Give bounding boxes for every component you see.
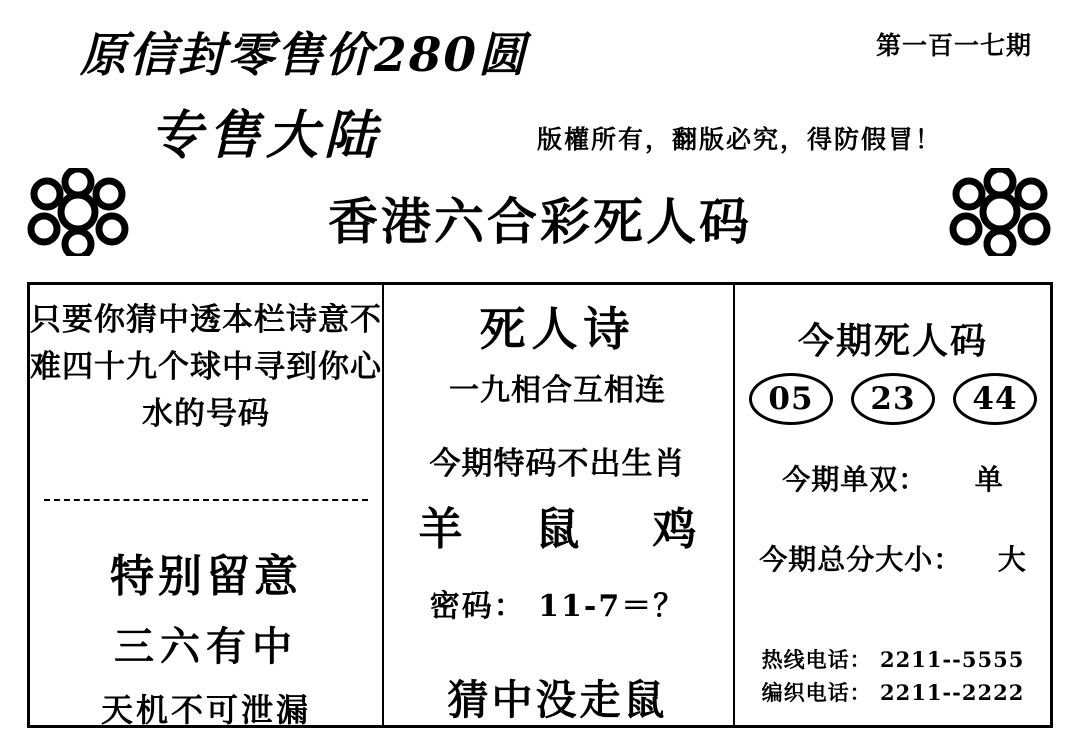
zodiac-item: 羊: [418, 504, 463, 555]
number-ball: 23: [851, 373, 935, 425]
contact-block: [733, 643, 1053, 709]
size-value: 大: [997, 543, 1027, 576]
odd-even-value: 单: [974, 463, 1004, 496]
number-ball: 05: [749, 373, 833, 425]
weaving-value: 2211--2222: [879, 680, 1025, 705]
weaving-label: 编织电话：: [761, 680, 872, 705]
flower-ornament-icon: [944, 168, 1056, 256]
size-label: 今期总分大小：: [759, 543, 963, 576]
number-ball: 44: [953, 373, 1037, 425]
price-line: 原信封零售价280圆: [80, 28, 528, 83]
poem-line: 一九相合互相连: [449, 373, 666, 408]
special-notice-subtitle: 三六有中: [114, 623, 298, 670]
content-frame: [27, 282, 1053, 728]
middle-column: [382, 285, 733, 725]
odd-even-row: [733, 458, 1053, 498]
zodiac-item: 鼠: [535, 504, 580, 555]
copyright-notice: 版權所有，翻版必究，得防假冒！: [537, 125, 943, 154]
left-column: [30, 285, 382, 729]
secret-code-line: 密码： 11-7＝？: [429, 589, 686, 624]
hotline-value: 2211--5555: [879, 647, 1025, 672]
zodiac-exclusion-label: 今期特码不出生肖: [429, 446, 686, 482]
issue-number: 第一百一七期: [875, 31, 1032, 60]
size-row: [733, 538, 1053, 578]
special-notice-title: 特别留意: [110, 551, 302, 602]
intro-text: 只要你猜中透本栏诗意不难四十九个球中寻到你心水的号码: [30, 302, 382, 432]
section-divider: [44, 499, 368, 501]
mainland-exclusive-text: 专售大陆: [150, 105, 383, 166]
page-title: 香港六合彩死人码: [328, 192, 752, 251]
winning-numbers-title: 今期死人码: [797, 320, 988, 362]
right-column: [733, 285, 1053, 725]
zodiac-item: 鸡: [652, 504, 697, 555]
odd-even-label: 今期单双：: [782, 463, 928, 496]
zodiac-list: [382, 493, 733, 557]
flower-ornament-icon: [22, 168, 134, 256]
winning-numbers-list: [733, 373, 1053, 425]
poem-title: 死人诗: [479, 302, 636, 356]
guess-line: 猜中没走鼠: [447, 676, 668, 724]
hotline-label: 热线电话：: [761, 647, 872, 672]
special-notice-footer: 天机不可泄漏: [100, 691, 311, 729]
hotline-row: [733, 643, 1053, 676]
weaving-phone-row: [733, 676, 1053, 709]
